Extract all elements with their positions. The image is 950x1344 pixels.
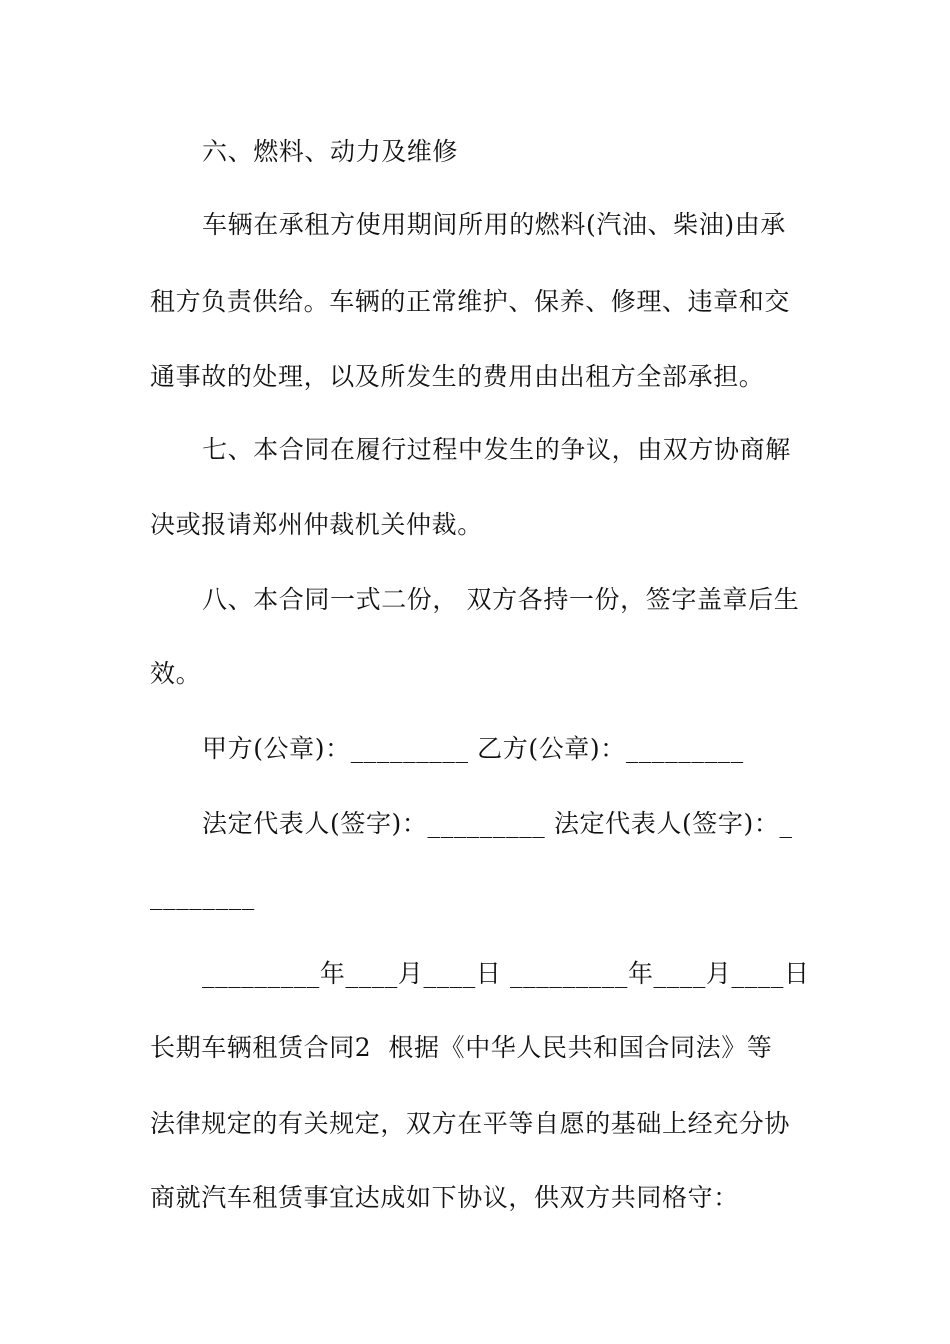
- section-six-heading: 六、燃料、动力及维修: [202, 137, 459, 166]
- paragraph-line: 法律规定的有关规定，双方在平等自愿的基础上经充分协: [150, 1109, 791, 1138]
- representative-signature-line: 法定代表人(签字)：_________ 法定代表人(签字)：_: [202, 809, 793, 838]
- contract-two-intro-line: 长期车辆租赁合同2 根据《中华人民共和国合同法》等: [150, 1033, 773, 1062]
- section-seven-line: 七、本合同在履行过程中发生的争议，由双方协商解: [202, 435, 791, 464]
- party-seal-line: 甲方(公章)：_________ 乙方(公章)：_________: [202, 734, 744, 763]
- paragraph-line: 效。: [150, 659, 202, 688]
- paragraph-line: 通事故的处理，以及所发生的费用由出租方全部承担。: [150, 362, 765, 391]
- paragraph-line: 租方负责供给。车辆的正常维护、保养、修理、违章和交: [150, 287, 791, 316]
- section-eight-line: 八、本合同一式二份， 双方各持一份，签字盖章后生: [202, 585, 800, 614]
- paragraph-line: 车辆在承租方使用期间所用的燃料(汽油、柴油)由承: [202, 210, 786, 239]
- paragraph-line: 决或报请郑州仲裁机关仲裁。: [150, 510, 483, 539]
- date-line: _________年____月____日 _________年____月____日: [202, 959, 810, 988]
- signature-blank-continuation: ________: [150, 881, 255, 910]
- paragraph-line: 商就汽车租赁事宜达成如下协议，供双方共同格守：: [150, 1183, 739, 1212]
